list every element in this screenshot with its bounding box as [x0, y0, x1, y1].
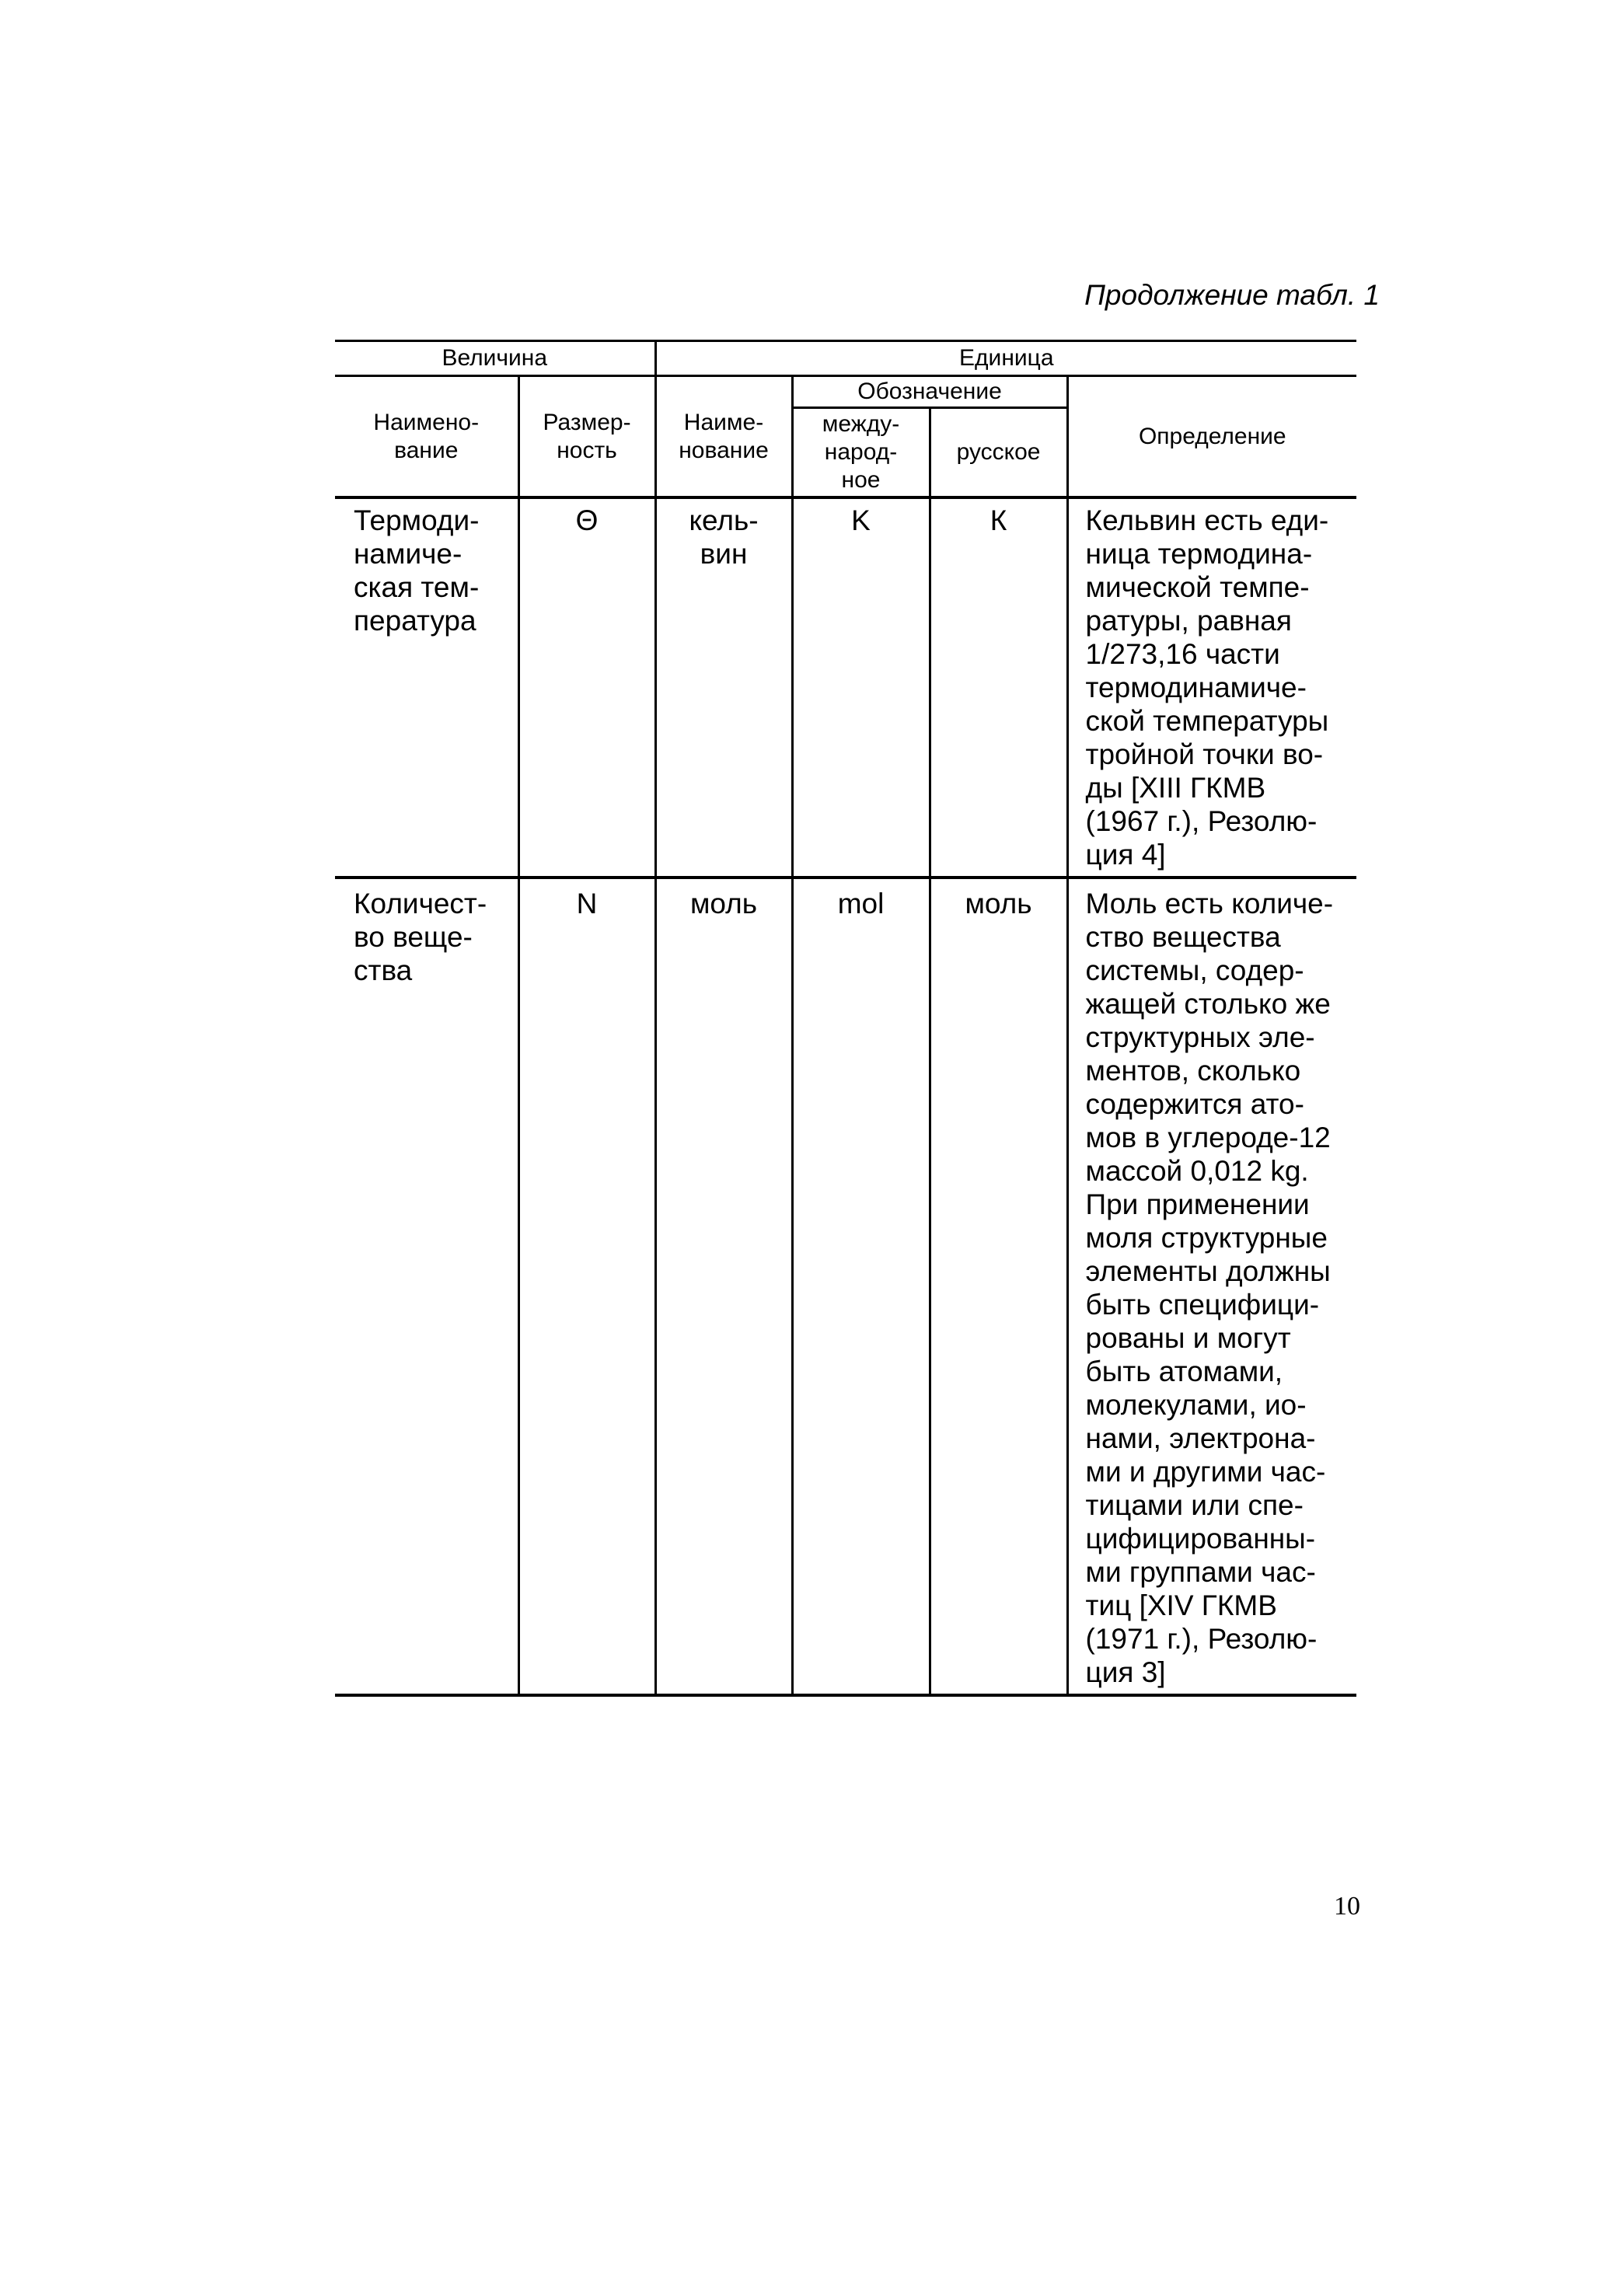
header-quantity-name: Наимено- вание — [335, 376, 518, 498]
header-international: между- народ- ное — [792, 408, 930, 498]
cell-dimension: Θ — [518, 497, 655, 878]
header-designation: Обозначение — [792, 376, 1067, 408]
cell-quantity-name: Термоди- намиче- ская тем- пература — [335, 497, 518, 878]
cell-unit-name: кель- вин — [655, 497, 792, 878]
header-definition: Определение — [1067, 376, 1356, 498]
table-row — [335, 878, 1356, 1695]
header-unit: Единица — [655, 341, 1356, 376]
cell-unit-name: моль — [655, 878, 792, 1695]
cell-quantity-name: Количест- во веще- ства — [335, 878, 518, 1695]
cell-rus-symbol: К — [930, 497, 1067, 878]
header-unit-name: Наиме- нование — [655, 376, 792, 498]
cell-intl-symbol: mol — [792, 878, 930, 1695]
header-dimension: Размер- ность — [518, 376, 655, 498]
header-quantity: Величина — [335, 341, 655, 376]
cell-definition: Моль есть количе- ство вещества системы, содер- жащей столько же структурных эле- ментов, сколько содержится ато- мов в углероде-12 массой 0,012 kg. При применении моля структурные элементы должны быть специфици- рованы и могут быть атомами, молекулами, ио- нами, электрона- ми и другими час- тицами или спе- цифицированны- ми группами час- тиц [XIV ГКМВ (1971 г.), Резолю- ция 3] — [1067, 878, 1356, 1695]
units-table — [335, 340, 1356, 1697]
table-caption: Продолжение табл. 1 — [1084, 279, 1380, 311]
cell-definition: Кельвин есть еди- ница термодина- мической темпе- ратуры, равная 1/273,16 части термодинамиче- ской температуры тройной точки во- ды [XIII ГКМВ (1967 г.), Резолю- ция 4] — [1067, 497, 1356, 878]
page-number: 10 — [1334, 1892, 1360, 1921]
table-row — [335, 497, 1356, 878]
cell-intl-symbol: K — [792, 497, 930, 878]
cell-rus-symbol: моль — [930, 878, 1067, 1695]
header-russian: русское — [930, 408, 1067, 498]
cell-dimension: N — [518, 878, 655, 1695]
